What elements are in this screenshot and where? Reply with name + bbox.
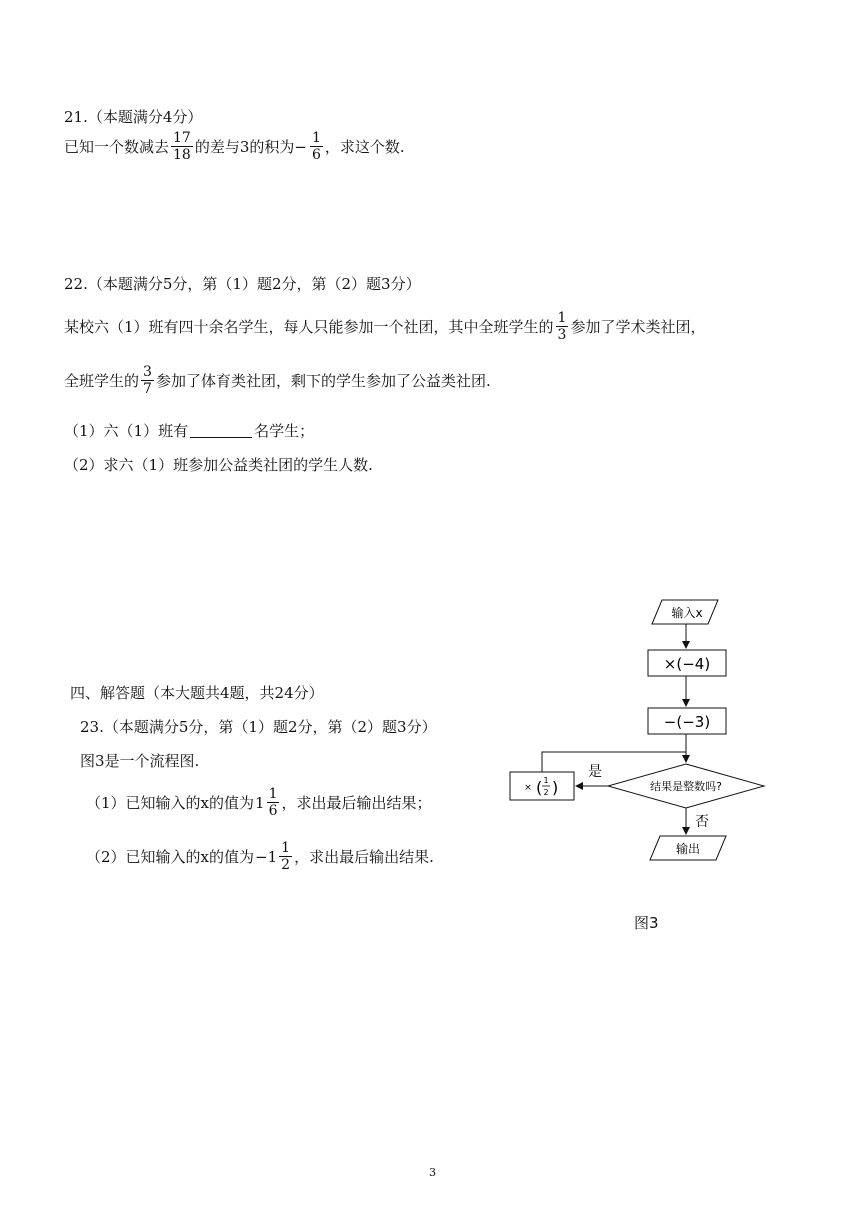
section4-title: 四、解答题（本大题共4题，共24分） bbox=[70, 684, 324, 702]
q22-line2-before: 全班学生的 bbox=[64, 372, 140, 390]
flow-loop-box-prefix: × bbox=[524, 783, 532, 793]
q21-frac1-den: 18 bbox=[173, 147, 191, 163]
q21-frac1-num: 17 bbox=[173, 130, 191, 146]
q23-sub1-frac-den: 6 bbox=[268, 803, 278, 819]
q23-sub2-before: （2）已知输入的x的值为 bbox=[86, 848, 255, 866]
flow-loop-line bbox=[542, 752, 686, 772]
q21-frac2-den: 6 bbox=[311, 147, 321, 163]
q22-sub1-before: （1）六（1）班有 bbox=[64, 422, 189, 440]
q23-sub1-after: ，求出最后输出结果； bbox=[281, 794, 432, 812]
q22-fraction-2 bbox=[141, 364, 154, 397]
figure-caption: 图3 bbox=[634, 914, 659, 932]
q23-header: 23.（本题满分5分，第（1）题2分，第（2）题3分） bbox=[80, 718, 437, 736]
q23-sub1-before: （1）已知输入的x的值为 bbox=[86, 794, 255, 812]
flow-no-label: 否 bbox=[695, 814, 709, 830]
q21-text-middle: 的差与3的积为 bbox=[194, 138, 295, 156]
q21-text-after: ，求这个数. bbox=[324, 138, 405, 156]
flow-loop-paren-left: ( bbox=[536, 778, 543, 797]
q23-sub1 bbox=[86, 786, 432, 819]
flowchart-diagram bbox=[500, 590, 780, 880]
q23-sub1-whole: 1 bbox=[255, 793, 265, 812]
flow-step1-label: ×(−4) bbox=[663, 655, 711, 673]
q23-sub2-frac-num: 1 bbox=[281, 840, 291, 856]
flow-output-label: 输出 bbox=[675, 842, 701, 856]
flow-loop-frac-num: 1 bbox=[543, 776, 549, 785]
q21-fraction-1 bbox=[171, 130, 193, 163]
q22-line1 bbox=[64, 310, 705, 343]
q22-answer-blank[interactable] bbox=[190, 423, 252, 438]
q23-sub2-whole: −1 bbox=[255, 847, 278, 866]
q22-frac2-den: 7 bbox=[143, 381, 152, 397]
flow-loop-paren-right: ) bbox=[552, 778, 559, 797]
q21-frac2-num: 1 bbox=[311, 130, 321, 146]
flow-decision-label: 结果是整数吗? bbox=[650, 780, 722, 793]
flow-loop-frac-den: 2 bbox=[543, 788, 549, 797]
page-number: 3 bbox=[429, 1166, 436, 1179]
q23-intro: 图3是一个流程图. bbox=[80, 752, 200, 770]
q21-frac2-sign: − bbox=[294, 137, 307, 156]
q22-frac2-num: 3 bbox=[143, 364, 152, 380]
q22-frac1-num: 1 bbox=[557, 310, 567, 326]
q21-header: 21.（本题满分4分） bbox=[64, 108, 203, 126]
q22-line1-before: 某校六（1）班有四十余名学生，每人只能参加一个社团，其中全班学生的 bbox=[64, 318, 554, 336]
q22-sub1 bbox=[64, 420, 314, 441]
q22-header: 22.（本题满分5分，第（1）题2分，第（2）题3分） bbox=[64, 275, 421, 293]
q22-fraction-1 bbox=[556, 310, 569, 343]
flow-step2-label: −(−3) bbox=[663, 713, 711, 731]
q21-fraction-2 bbox=[310, 130, 323, 163]
q22-sub2: （2）求六（1）班参加公益类社团的学生人数. bbox=[64, 456, 373, 474]
q23-sub2-after: ，求出最后输出结果. bbox=[294, 848, 434, 866]
q22-line1-after: 参加了学术类社团， bbox=[570, 318, 706, 336]
q21-body bbox=[64, 130, 405, 163]
q22-line2-after: 参加了体育类社团，剩下的学生参加了公益类社团. bbox=[155, 372, 491, 390]
q23-sub1-fraction bbox=[267, 786, 280, 819]
q23-sub2-frac-den: 2 bbox=[281, 857, 291, 873]
q22-frac1-den: 3 bbox=[557, 327, 567, 343]
q21-text-before: 已知一个数减去 bbox=[64, 138, 170, 156]
q23-sub2-fraction bbox=[279, 840, 292, 873]
q23-sub2 bbox=[86, 840, 434, 873]
q22-sub1-after: 名学生； bbox=[254, 422, 315, 440]
flow-input-label: 输入x bbox=[671, 606, 703, 620]
q22-line2 bbox=[64, 364, 491, 397]
flow-yes-label: 是 bbox=[588, 764, 602, 780]
q23-sub1-frac-num: 1 bbox=[268, 786, 278, 802]
